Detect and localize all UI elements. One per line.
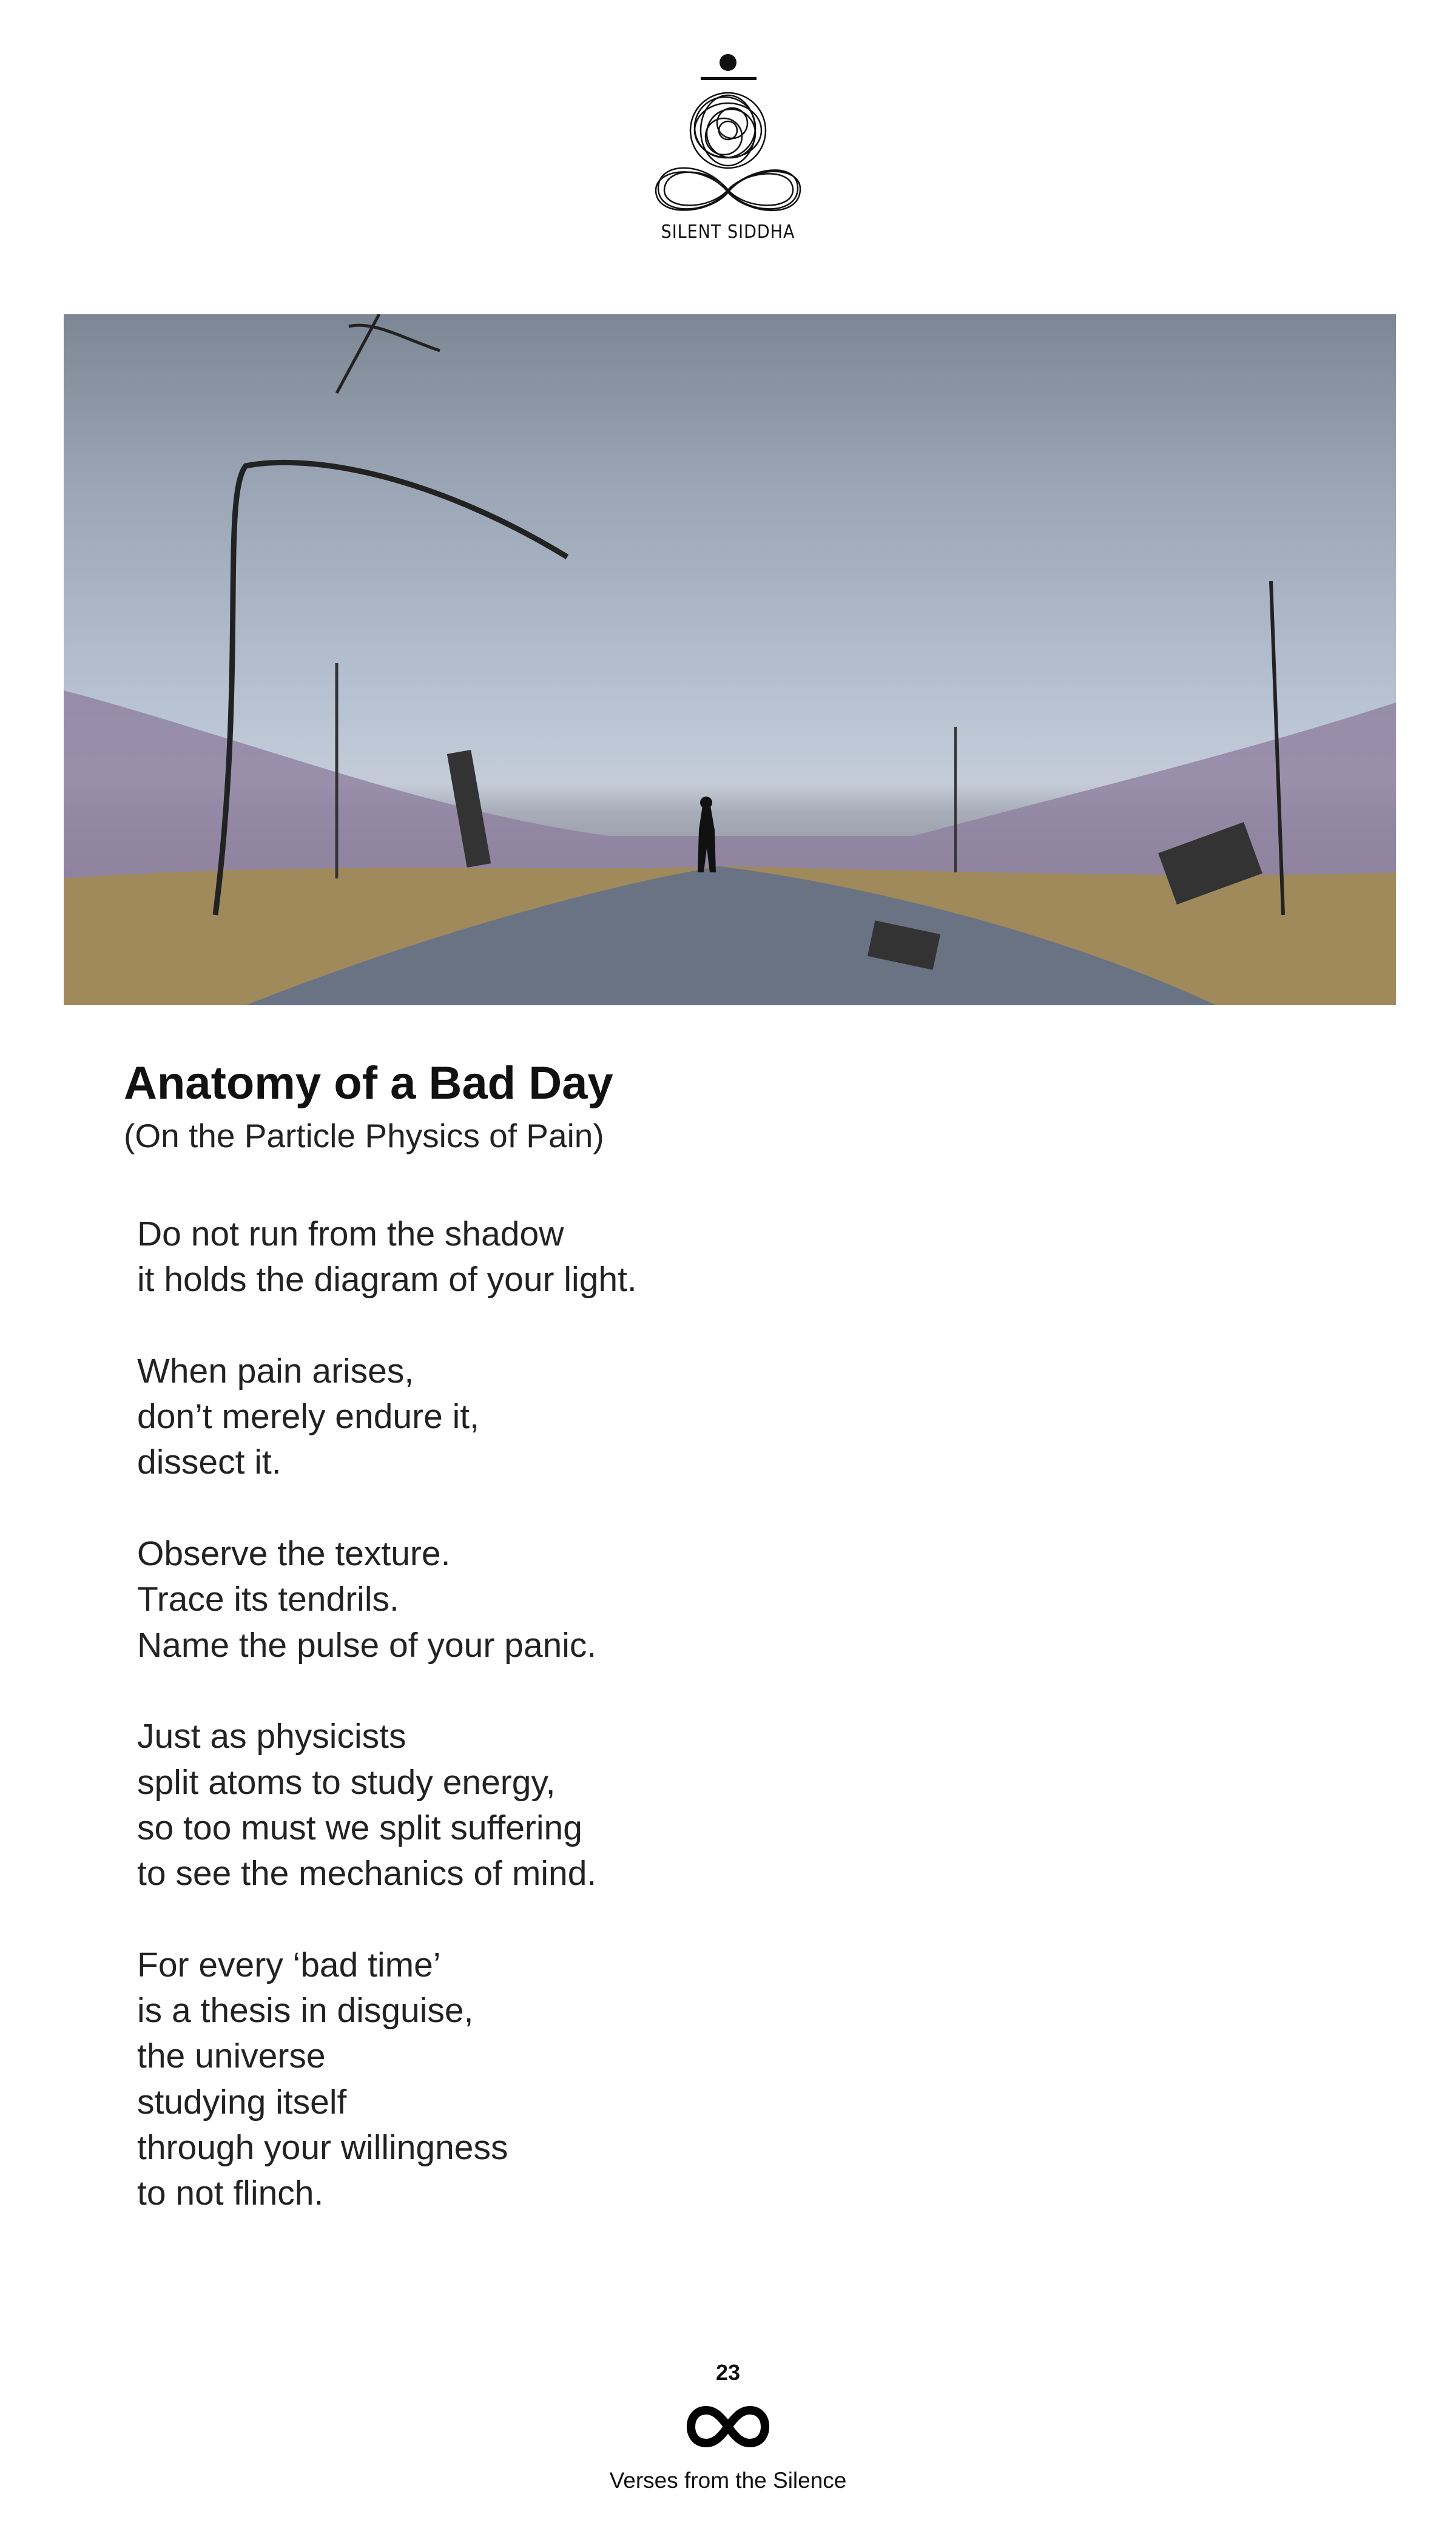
poem-line: For every ‘bad time’	[137, 1945, 441, 1984]
stanza-break	[137, 1303, 637, 1349]
silent-siddha-logo	[652, 46, 804, 252]
poem-line: is a thesis in disguise,	[137, 1991, 474, 2031]
poem-line: the universe	[137, 2037, 326, 2076]
infinity-icon	[686, 2405, 770, 2448]
poem-line: through your willingness	[137, 2128, 508, 2167]
poem-line: so too must we split suffering	[137, 1808, 582, 1847]
poem-line: Just as physicists	[137, 1717, 406, 1756]
poem-line: it holds the diagram of your light.	[137, 1260, 637, 1299]
poem-line: split atoms to study energy,	[137, 1762, 556, 1802]
meditating-figure-icon	[652, 46, 804, 221]
stanza-break	[137, 1668, 637, 1714]
poem-line: Observe the texture.	[137, 1534, 451, 1574]
hero-illustration	[64, 314, 1396, 1005]
poem-line: don’t merely endure it,	[137, 1397, 479, 1437]
poem-line: When pain arises,	[137, 1351, 414, 1390]
page-number: 23	[715, 2360, 741, 2385]
poem-line: to not flinch.	[137, 2174, 324, 2213]
poem-line: studying itself	[137, 2082, 347, 2122]
poem-line: Name the pulse of your panic.	[137, 1625, 597, 1665]
stanza-break	[137, 1896, 637, 1942]
logo-text: SILENT SIDDHA	[661, 221, 795, 243]
stanza-break	[137, 1486, 637, 1531]
book-title: Verses from the Silence	[609, 2468, 847, 2493]
poem-line: Do not run from the shadow	[137, 1215, 564, 1253]
poem-line: Trace its tendrils.	[137, 1580, 399, 1619]
poem-subtitle: (On the Particle Physics of Pain)	[124, 1117, 604, 1154]
rainy-wasteland-illustration	[64, 314, 1396, 1005]
poem-line: dissect it.	[137, 1443, 281, 1482]
poem-title: Anatomy of a Bad Day	[124, 1057, 613, 1109]
poem-body	[137, 1212, 637, 2217]
poem-line: to see the mechanics of mind.	[137, 1854, 597, 1893]
